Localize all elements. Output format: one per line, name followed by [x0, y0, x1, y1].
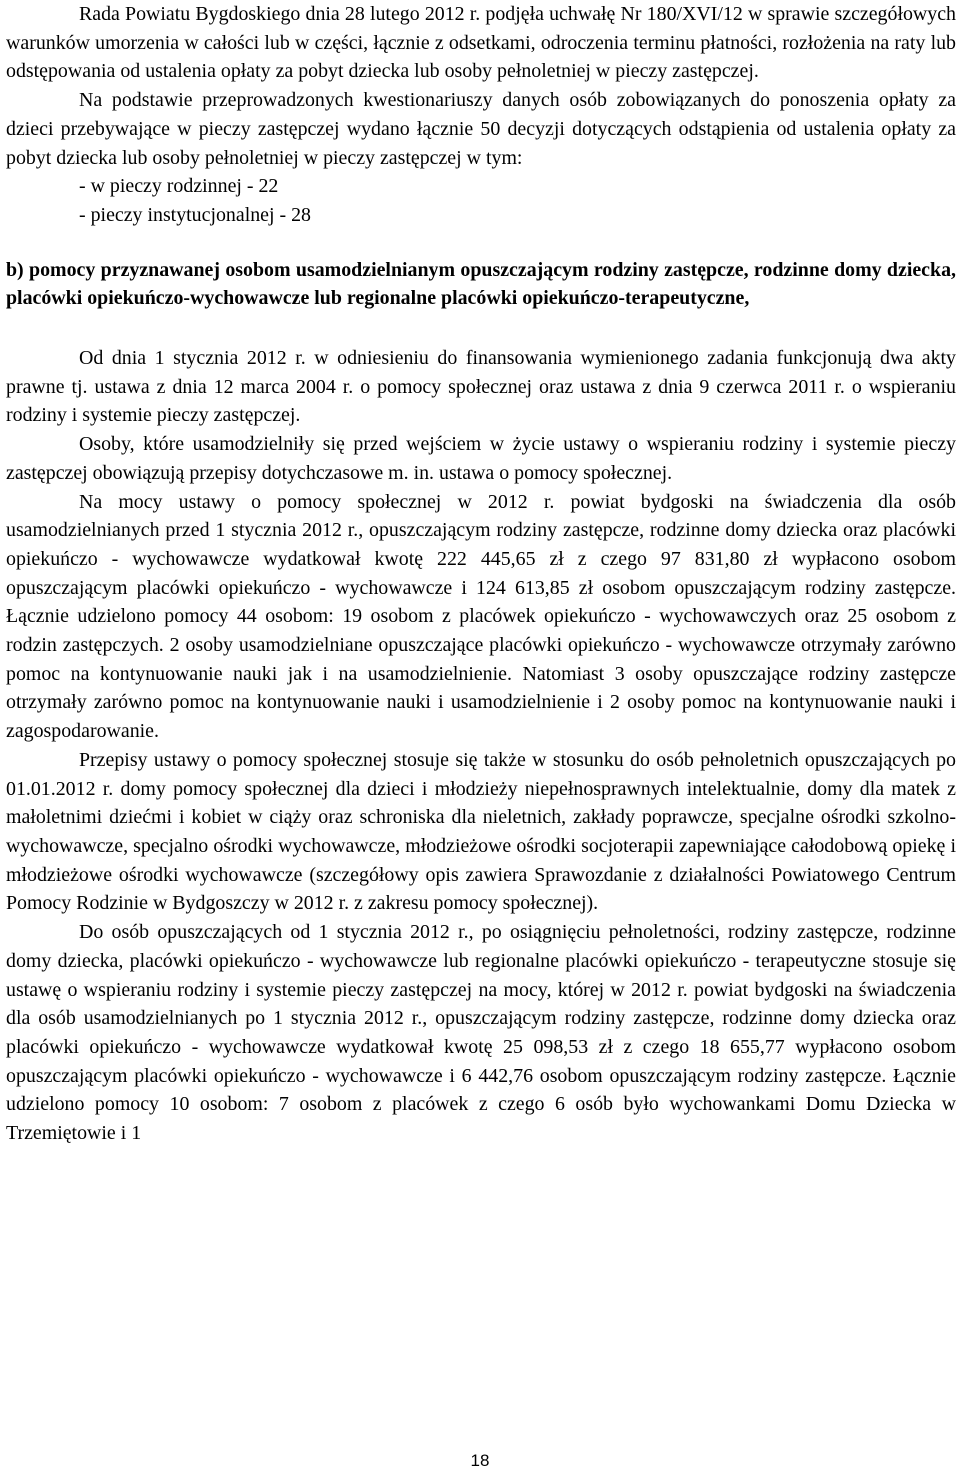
paragraph-legal-acts: Od dnia 1 stycznia 2012 r. w odniesieniu do finansowania wymienionego zadania funkcjonują dwa akty prawne tj. ustawa z dnia 12 marca 2004 r. o pomocy społecznej oraz ustawa z dnia 9 czerwca 2011 r. o wspieraniu rodziny i systemie pieczy zastępczej. [6, 347, 956, 427]
paragraph-resolution: Rada Powiatu Bygdoskiego dnia 28 lutego 2012 r. podjęła uchwałę Nr 180/XVI/12 w sprawie szczegółowych warunków umorzenia w całości lub w części, łącznie z odsetkami, odroczenia terminu płatności, rozłożenia na raty lub odstępowania od ustalenia opłaty za pobyt dziecka lub osoby pełnoletniej w pieczy zastępczej. [6, 3, 956, 83]
paragraph-questionnaires: Na podstawie przeprowadzonych kwestionariuszy danych osób zobowiązanych do ponoszenia opłaty za dzieci przebywające w pieczy zastępczej wydano łącznie 50 decyzji dotyczących odstąpienia od ustalenia opłaty za pobyt dziecka lub osoby pełnoletniej w pieczy zastępczej w tym: [6, 89, 956, 169]
section-heading-b: b) pomocy przyznawanej osobom usamodzielnianym opuszczającym rodziny zastępcze, rodzinne domy dziecka, placówki opiekuńczo-wychowawcze lub regionalne placówki opiekuńczo-terapeutyczne, [6, 258, 956, 310]
spacer [6, 230, 956, 256]
paragraph-family-support-spending: Do osób opuszczających od 1 stycznia 2012 r., po osiągnięciu pełnoletności, rodziny zastępcze, rodzinne domy dziecka, placówki opiekuńczo - wychowawcze lub regionalne placówki opiekuńczo - terapeutyczne stosuje się ustawę o wspieraniu rodziny i systemie pieczy zastępczej na mocy, której w 2012 r. powiat bydgoski na świadczenia dla osób usamodzielnianych po 1 stycznia 2012 r., opuszczającym rodziny zastępcze, rodzinne domy dziecka oraz placówki opiekuńczo - wychowawcze wydatkował kwotę 25 098,53 zł z czego 18 655,77 wypłacono osobom opuszczającym placówki opiekuńczo - wychowawcze i 6 442,76 osobom opuszczającym rodziny zastępcze. Łącznie udzielono pomocy 10 osobom: 7 osobom z placówek z czego 6 osób było wychowankami Domu Dziecka w Trzemiętowie i 1 [6, 921, 956, 1145]
paragraph-previous-rules: Osoby, które usamodzielniły się przed wejściem w życie ustawy o wspieraniu rodziny i systemie pieczy zastępczej obowiązują przepisy dotychczasowe m. in. ustawa o pomocy społecznej. [6, 433, 956, 484]
spacer [6, 313, 956, 344]
list-item-family-care: - w pieczy rodzinnej - 22 [79, 175, 279, 198]
document-page [6, 0, 956, 1148]
paragraph-other-institutions: Przepisy ustawy o pomocy społecznej stosuje się także w stosunku do osób pełnoletnich opuszczających po 01.01.2012 r. domy pomocy społecznej dla dzieci i młodzieży niepełnosprawnych intelektualnie, domy dla matek z małoletnimi dziećmi i kobiet w ciąży oraz schroniska dla nieletnich, zakłady poprawcze, specjalne ośrodki szkolno-wychowawcze, specjalno ośrodki wychowawcze, młodzieżowe ośrodki socjoterapii zapewniające całodobową opiekę i młodzieżowe ośrodki wychowawcze (szczegółowy opis zawiera Sprawozdanie z działalności Powiatowego Centrum Pomocy Rodzinie w Bydgoszczy w 2012 r. z zakresu pomocy społecznej). [6, 748, 956, 915]
page-number: 18 [470, 1451, 490, 1470]
list-item-institutional-care: - pieczy instytucjonalnej - 28 [79, 203, 311, 226]
paragraph-social-assistance-spending: Na mocy ustawy o pomocy społecznej w 2012 r. powiat bydgoski na świadczenia dla osób usamodzielnianych przed 1 stycznia 2012 r., opuszczającym rodziny zastępcze, rodzinne domy dziecka oraz placówki opiekuńczo - wychowawcze wydatkował kwotę 222 445,65 zł z czego 97 831,80 zł wypłacono osobom opuszczającym placówki opiekuńczo - wychowawcze i 124 613,85 zł osobom opuszczającym rodziny zastępcze. Łącznie udzielono pomocy 44 osobom: 19 osobom z placówek opiekuńczo - wychowawczych oraz 25 osobom z rodzin zastępczych. 2 osoby usamodzielniane opuszczające placówki opiekuńczo - wychowawcze otrzymały zarówno pomoc na kontynuowanie nauki jak i na usamodzielnienie. Natomiast 3 osoby opuszczające rodziny zastępcze otrzymały zarówno pomoc na kontynuowanie nauki i usamodzielnienie i 2 osoby pomoc na kontynuowanie nauki i zagospodarowanie. [6, 490, 956, 743]
